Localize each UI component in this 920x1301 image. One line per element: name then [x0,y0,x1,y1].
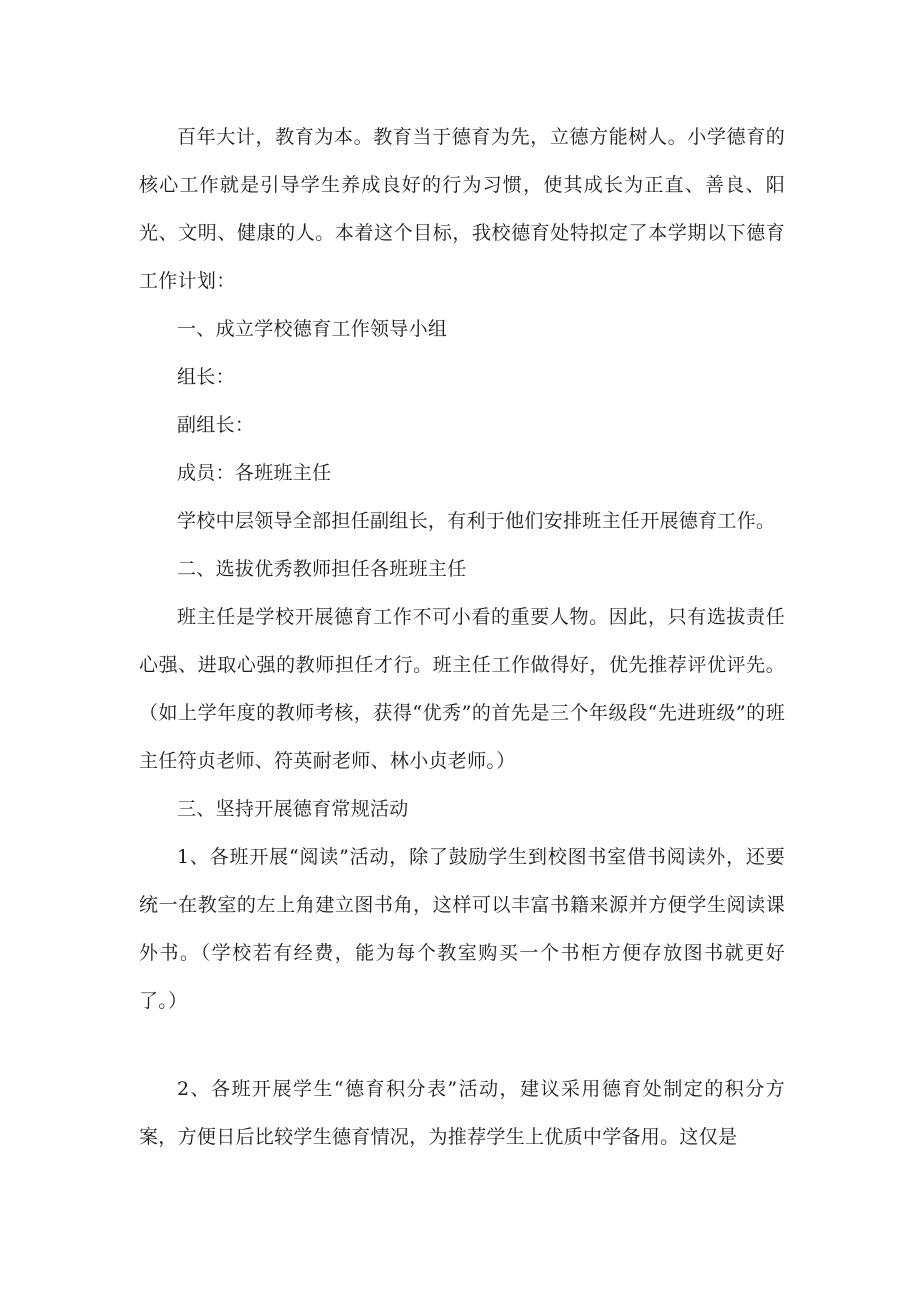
paragraph-intro: 百年大计，教育为本。教育当于德育为先，立德方能树人。小学德育的核心工作就是引导学生养成良好的行为习惯，使其成长为正直、善良、阳光、文明、健康的人。本着这个目标，我校德育处特拟定了本学期以下德育工作计划： [139,126,785,292]
field-members: 成员：各班班主任 [177,462,332,484]
paragraph-deputy-note: 学校中层领导全部担任副组长，有利于他们安排班主任开展德育工作。 [177,510,776,532]
field-deputy-leader: 副组长： [177,414,255,436]
paragraph-moral-score-activity: 2、各班开展学生“德育积分表”活动，建议采用德育处制定的积分方案，方便日后比较学生德育情况，为推荐学生上优质中学备用。这仅是 [139,1078,785,1148]
heading-section-2: 二、选拔优秀教师担任各班班主任 [177,558,467,580]
heading-section-3: 三、坚持开展德育常规活动 [177,798,409,820]
heading-section-1: 一、成立学校德育工作领导小组 [177,318,448,340]
paragraph-reading-activity: 1、各班开展“阅读”活动，除了鼓励学生到校图书室借书阅读外，还要统一在教室的左上角建立图书角，这样可以丰富书籍来源并方便学生阅读课外书。（学校若有经费，能为每个教室购买一个书柜方便存放图书就更好了。） [139,846,785,1012]
field-group-leader: 组长： [177,366,235,388]
document-body [139,113,785,1161]
paragraph-head-teachers: 班主任是学校开展德育工作不可小看的重要人物。因此，只有选拔责任心强、进取心强的教师担任才行。班主任工作做得好，优先推荐评优评先。（如上学年度的教师考核，获得“优秀”的首先是三个年级段“先进班级”的班主任符贞老师、符英耐老师、林小贞老师。） [139,606,785,772]
